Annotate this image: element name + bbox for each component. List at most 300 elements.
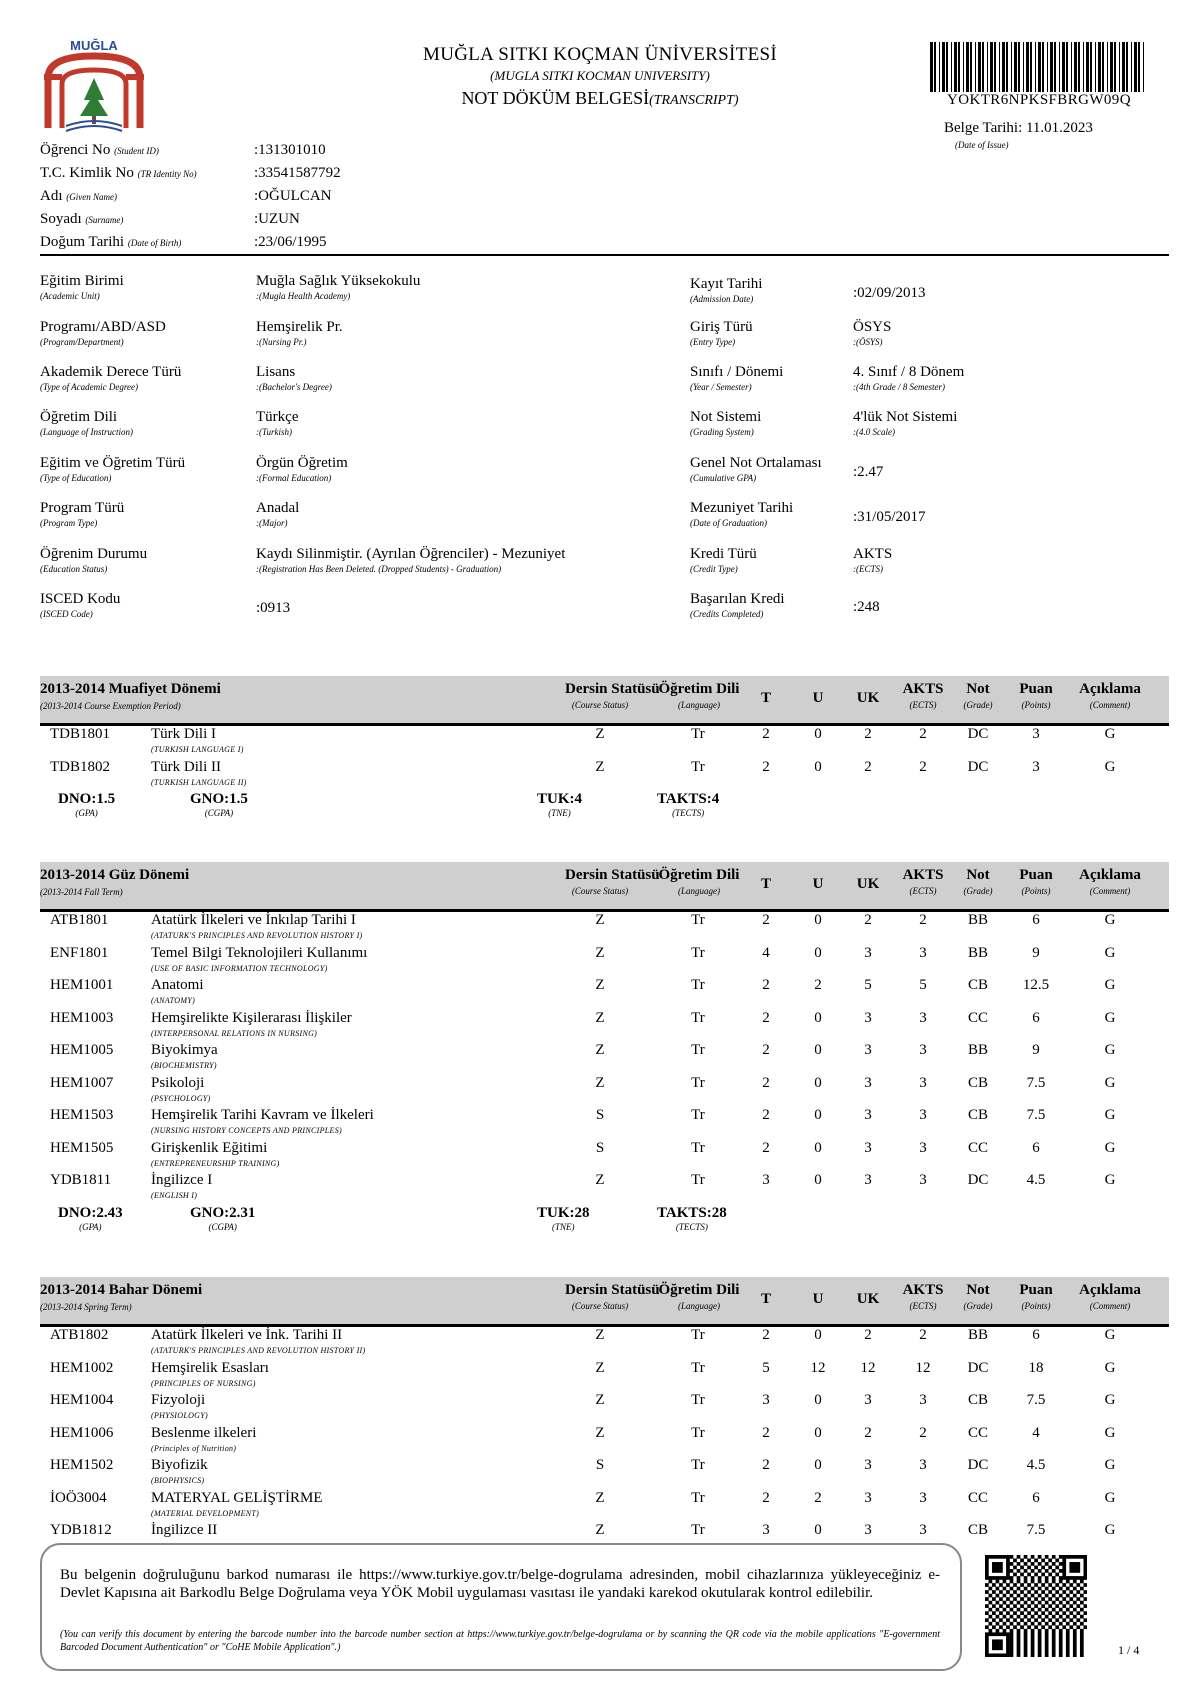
barcode — [928, 42, 1150, 92]
course-lang: Tr — [691, 726, 705, 742]
course-name: Biyofizik — [151, 1457, 208, 1473]
course-name-en: (ANATOMY) — [151, 996, 196, 1005]
course-code: YDB1812 — [50, 1522, 112, 1538]
university-name-en: (MUGLA SITKI KOCMAN UNIVERSITY) — [490, 68, 710, 83]
logo-text: MUĞLA — [70, 38, 118, 53]
term-summary — [40, 1205, 1169, 1245]
course-uk: 3 — [864, 1042, 872, 1058]
education-status-value: Kaydı Silinmiştir. (Ayrılan Öğrenciler) - Mezuniyet :(Registration Has Been Deleted. (Dropped Students) - Graduation) — [256, 546, 566, 574]
course-grade: DC — [967, 758, 989, 775]
term-name-en: (2013-2014 Course Exemption Period) — [40, 701, 181, 711]
course-status: Z — [595, 1327, 605, 1343]
course-lang: Tr — [691, 1074, 705, 1091]
course-points: 6 — [1032, 1327, 1040, 1343]
course-row — [40, 945, 1169, 978]
course-lang: Tr — [691, 912, 705, 928]
credit-type-label: Kredi Türü (Credit Type) — [690, 546, 757, 574]
course-name-en: (TURKISH LANGUAGE II) — [151, 777, 247, 787]
course-status: Z — [595, 1042, 605, 1058]
course-points: 9 — [1032, 1042, 1040, 1058]
course-row — [40, 912, 1169, 945]
col-grade: Not (Grade) — [963, 681, 993, 710]
term-summary — [40, 791, 1169, 831]
course-name-en: (MATERIAL DEVELOPMENT) — [151, 1508, 260, 1518]
course-uk: 3 — [864, 944, 872, 961]
course-code: HEM1004 — [50, 1392, 114, 1408]
course-uk: 3 — [864, 1139, 872, 1156]
course-t: 2 — [762, 1107, 770, 1123]
cgpa-value: :2.47 — [853, 464, 884, 480]
col-u: U — [812, 1291, 824, 1307]
admission-date-value: :02/09/2013 — [853, 285, 926, 301]
course-lang: Tr — [691, 1042, 705, 1058]
program-type-value: Anadal :(Major) — [256, 500, 300, 528]
course-comment: G — [1104, 1327, 1116, 1343]
course-row — [40, 1490, 1169, 1523]
course-grade: CB — [967, 1392, 988, 1408]
course-grade: CC — [967, 1424, 988, 1441]
course-akts: 3 — [919, 1392, 927, 1408]
course-comment: G — [1104, 1489, 1116, 1506]
course-name-en: (PRINCIPLES OF NURSING) — [151, 1378, 256, 1388]
course-points: 6 — [1032, 1009, 1040, 1026]
course-points: 7.5 — [1026, 1392, 1046, 1408]
course-akts: 3 — [919, 1074, 927, 1091]
course-row — [40, 1425, 1169, 1458]
course-grade: CC — [967, 1009, 988, 1026]
program-type-label: Program Türü (Program Type) — [40, 500, 125, 528]
course-name: Anatomi — [151, 977, 204, 993]
course-grade: CB — [967, 1522, 988, 1538]
course-lang: Tr — [691, 758, 705, 775]
course-status: Z — [595, 1359, 605, 1376]
term-name: 2013-2014 Muafiyet Dönemi — [40, 681, 221, 697]
course-t: 2 — [762, 1489, 770, 1506]
term-section — [40, 1277, 1169, 1555]
course-u: 0 — [814, 1522, 822, 1538]
course-status: Z — [595, 1074, 605, 1091]
course-row — [40, 977, 1169, 1010]
course-points: 6 — [1032, 1139, 1040, 1156]
course-uk: 2 — [864, 758, 872, 775]
course-code: ENF1801 — [50, 944, 109, 961]
graduation-date-value: :31/05/2017 — [853, 509, 926, 525]
course-grade: DC — [967, 1359, 989, 1376]
course-name: Fizyoloji — [151, 1392, 206, 1408]
course-name-en: (USE OF BASIC INFORMATION TECHNOLOGY) — [151, 963, 328, 973]
course-akts: 3 — [919, 1107, 927, 1123]
course-u: 0 — [814, 1139, 822, 1156]
course-akts: 3 — [919, 944, 927, 961]
course-u: 0 — [814, 944, 822, 961]
col-uk: UK — [856, 1291, 880, 1307]
term-gpa: DNO:2.43 (GPA) — [58, 1204, 123, 1232]
course-code: YDB1811 — [50, 1172, 112, 1188]
course-uk: 5 — [864, 977, 872, 993]
course-lang: Tr — [691, 977, 705, 993]
course-row — [40, 1360, 1169, 1393]
program-value: Hemşirelik Pr. :(Nursing Pr.) — [256, 319, 343, 347]
credit-type-value: AKTS :(ECTS) — [853, 546, 893, 574]
course-comment: G — [1104, 1107, 1116, 1123]
course-status: S — [595, 1457, 605, 1473]
qr-code[interactable] — [985, 1555, 1087, 1657]
course-name-en: (PHYSIOLOGY) — [151, 1411, 208, 1420]
course-u: 0 — [814, 1074, 822, 1091]
term-header — [40, 1277, 1169, 1327]
title-block — [380, 44, 820, 109]
instruction-language-label: Öğretim Dili (Language of Instruction) — [40, 409, 133, 437]
course-grade: CB — [967, 1074, 988, 1091]
isced-code-label: ISCED Kodu (ISCED Code) — [40, 591, 121, 619]
education-type-value: Örgün Öğretim :(Formal Education) — [256, 455, 348, 483]
course-uk: 3 — [864, 1172, 872, 1188]
course-name: Hemşirelik Tarihi Kavram ve İlkeleri — [151, 1107, 374, 1123]
course-comment: G — [1104, 912, 1116, 928]
course-lang: Tr — [691, 1172, 705, 1188]
grading-system-value: 4'lük Not Sistemi :(4.0 Scale) — [853, 409, 958, 437]
col-grade: Not (Grade) — [963, 1282, 993, 1311]
course-t: 2 — [762, 1042, 770, 1058]
course-lang: Tr — [691, 1139, 705, 1156]
course-comment: G — [1104, 758, 1116, 775]
course-row — [40, 1172, 1169, 1205]
course-points: 6 — [1032, 912, 1040, 928]
course-t: 2 — [762, 758, 770, 775]
course-u: 0 — [814, 726, 822, 742]
course-comment: G — [1104, 1392, 1116, 1408]
course-name: MATERYAL GELİŞTİRME — [151, 1489, 323, 1506]
admission-date-label: Kayıt Tarihi (Admission Date) — [690, 276, 763, 304]
course-comment: G — [1104, 1042, 1116, 1058]
term-tne: TUK:4 (TNE) — [537, 791, 582, 818]
course-akts: 3 — [919, 1042, 927, 1058]
term-cgpa: GNO:1.5 (CGPA) — [190, 791, 248, 818]
course-u: 0 — [814, 912, 822, 928]
course-points: 4 — [1032, 1424, 1040, 1441]
instruction-language-value: Türkçe :(Turkish) — [256, 409, 299, 437]
col-points: Puan (Points) — [1019, 1282, 1053, 1311]
course-row — [40, 1140, 1169, 1173]
course-name-en: (BIOPHYSICS) — [151, 1476, 205, 1485]
course-lang: Tr — [691, 1457, 705, 1473]
col-t: T — [760, 690, 771, 706]
course-comment: G — [1104, 1522, 1116, 1538]
university-logo — [40, 38, 148, 138]
col-t: T — [760, 876, 771, 892]
program-label: Programı/ABD/ASD (Program/Department) — [40, 319, 166, 347]
course-lang: Tr — [691, 1489, 705, 1506]
col-status: Dersin Statüsü (Course Status) — [565, 867, 660, 896]
course-t: 3 — [762, 1522, 770, 1538]
course-akts: 2 — [919, 1424, 927, 1441]
course-uk: 2 — [864, 1327, 872, 1343]
course-code: HEM1005 — [50, 1042, 114, 1058]
course-akts: 3 — [919, 1489, 927, 1506]
course-points: 4.5 — [1026, 1172, 1046, 1188]
course-u: 2 — [814, 1489, 822, 1506]
course-row — [40, 759, 1169, 792]
academic-unit-value: Muğla Sağlık Yüksekokulu :(Mugla Health Academy) — [256, 273, 421, 301]
course-u: 0 — [814, 1042, 822, 1058]
course-t: 3 — [762, 1392, 770, 1408]
course-akts: 3 — [919, 1457, 927, 1473]
course-status: S — [595, 1107, 605, 1123]
course-status: Z — [595, 1172, 605, 1188]
academic-unit-label: Eğitim Birimi (Academic Unit) — [40, 273, 124, 301]
course-comment: G — [1104, 1009, 1116, 1026]
course-name: Psikoloji — [151, 1074, 205, 1091]
col-points: Puan (Points) — [1019, 867, 1053, 896]
course-uk: 2 — [864, 1424, 872, 1441]
course-uk: 2 — [864, 912, 872, 928]
course-status: S — [595, 1139, 605, 1156]
course-t: 2 — [762, 912, 770, 928]
course-code: ATB1802 — [50, 1327, 109, 1343]
course-name: İngilizce II — [151, 1522, 218, 1538]
graduation-date-label: Mezuniyet Tarihi (Date of Graduation) — [690, 500, 794, 528]
term-header — [40, 676, 1169, 726]
course-row — [40, 1392, 1169, 1425]
education-status-label: Öğrenim Durumu (Education Status) — [40, 546, 148, 574]
col-language: Öğretim Dili (Language) — [658, 681, 740, 710]
col-u: U — [812, 690, 824, 706]
issue-date-en: (Date of Issue) — [955, 140, 1009, 150]
course-comment: G — [1104, 1074, 1116, 1091]
course-akts: 3 — [919, 1009, 927, 1026]
course-status: Z — [595, 726, 605, 742]
course-points: 18 — [1028, 1359, 1044, 1376]
barcode-number: YOKTR6NPKSFBRGW09Q — [947, 92, 1131, 108]
course-points: 3 — [1032, 726, 1040, 742]
course-lang: Tr — [691, 1522, 705, 1538]
course-uk: 3 — [864, 1489, 872, 1506]
course-points: 4.5 — [1026, 1457, 1046, 1473]
course-t: 2 — [762, 977, 770, 993]
col-uk: UK — [856, 690, 880, 706]
course-lang: Tr — [691, 1009, 705, 1026]
course-t: 2 — [762, 1139, 770, 1156]
course-uk: 3 — [864, 1009, 872, 1026]
course-grade: BB — [967, 1327, 988, 1343]
term-tne: TUK:28 (TNE) — [537, 1204, 590, 1232]
course-lang: Tr — [691, 1392, 705, 1408]
col-comment: Açıklama (Comment) — [1079, 681, 1141, 710]
degree-type-label: Akademik Derece Türü (Type of Academic Degree) — [40, 364, 182, 392]
course-u: 0 — [814, 1392, 822, 1408]
course-points: 7.5 — [1026, 1522, 1046, 1538]
year-semester-value: 4. Sınıf / 8 Dönem :(4th Grade / 8 Semester) — [853, 364, 965, 392]
course-t: 5 — [762, 1359, 770, 1376]
grading-system-label: Not Sistemi (Grading System) — [690, 409, 762, 437]
course-status: Z — [595, 912, 605, 928]
col-language: Öğretim Dili (Language) — [658, 867, 740, 896]
course-comment: G — [1104, 1457, 1116, 1473]
course-grade: DC — [967, 1172, 989, 1188]
course-row — [40, 1042, 1169, 1075]
course-code: HEM1002 — [50, 1359, 114, 1376]
course-code: ATB1801 — [50, 912, 109, 928]
course-akts: 2 — [919, 1327, 927, 1343]
course-name-en: (NURSING HISTORY CONCEPTS AND PRINCIPLES) — [151, 1126, 342, 1135]
header-divider — [40, 254, 1169, 256]
course-points: 3 — [1032, 758, 1040, 775]
course-code: İOÖ3004 — [50, 1489, 107, 1506]
course-row — [40, 1107, 1169, 1140]
course-akts: 5 — [919, 977, 927, 993]
col-uk: UK — [856, 876, 880, 892]
course-u: 2 — [814, 977, 822, 993]
course-status: Z — [595, 1522, 605, 1538]
course-comment: G — [1104, 1139, 1116, 1156]
course-code: HEM1502 — [50, 1457, 114, 1473]
course-u: 0 — [814, 1107, 822, 1123]
course-points: 12.5 — [1022, 977, 1050, 993]
course-uk: 3 — [864, 1457, 872, 1473]
course-grade: BB — [967, 944, 988, 961]
col-akts: AKTS (ECTS) — [902, 1282, 944, 1311]
course-status: Z — [595, 1392, 605, 1408]
course-uk: 12 — [860, 1359, 876, 1376]
course-name: Türk Dili I — [151, 726, 216, 742]
course-row — [40, 1457, 1169, 1490]
verification-text: Bu belgenin doğruluğunu barkod numarası ile https://www.turkiye.gov.tr/belge-dogrulama adresinden, mobil cihazlarınıza yükleyeceğiniz e-Devlet Kapısına ait Barkodlu Belge Doğrulama veya YÖK Mobil uygulaması vasıtası ile yandaki karekod okutularak kontrol edilebilir. — [60, 1567, 940, 1601]
course-uk: 3 — [864, 1392, 872, 1408]
course-t: 2 — [762, 1327, 770, 1343]
page-number: 1 / 4 — [1118, 1643, 1140, 1657]
course-row — [40, 1327, 1169, 1360]
year-semester-label: Sınıfı / Dönemi (Year / Semester) — [690, 364, 784, 392]
course-points: 7.5 — [1026, 1074, 1046, 1091]
course-comment: G — [1104, 1359, 1116, 1376]
course-u: 12 — [810, 1359, 826, 1376]
term-name: 2013-2014 Güz Dönemi — [40, 867, 190, 883]
course-t: 2 — [762, 1424, 770, 1441]
course-points: 6 — [1032, 1489, 1040, 1506]
credits-completed-value: :248 — [853, 599, 880, 615]
course-name-en: (TURKISH LANGUAGE I) — [151, 745, 244, 754]
course-t: 2 — [762, 1009, 770, 1026]
col-u: U — [812, 876, 824, 892]
entry-type-value: ÖSYS :(ÖSYS) — [853, 319, 892, 347]
course-lang: Tr — [691, 944, 705, 961]
course-akts: 3 — [919, 1172, 927, 1188]
term-name-en: (2013-2014 Spring Term) — [40, 1302, 132, 1312]
course-status: Z — [595, 758, 605, 775]
course-t: 2 — [762, 1457, 770, 1473]
course-t: 2 — [762, 1074, 770, 1091]
course-name-en: (PSYCHOLOGY) — [151, 1093, 211, 1103]
course-name: Beslenme ilkeleri — [151, 1424, 257, 1441]
term-header — [40, 862, 1169, 912]
course-code: TDB1802 — [50, 758, 110, 775]
col-comment: Açıklama (Comment) — [1079, 1282, 1141, 1311]
course-grade: CB — [967, 1107, 988, 1123]
course-grade: DC — [967, 726, 989, 742]
course-points: 7.5 — [1026, 1107, 1046, 1123]
term-section — [40, 862, 1169, 1245]
course-uk: 2 — [864, 726, 872, 742]
credits-completed-label: Başarılan Kredi (Credits Completed) — [690, 591, 785, 619]
col-t: T — [760, 1291, 771, 1307]
course-u: 0 — [814, 1424, 822, 1441]
course-name: Hemşirelikte Kişilerarası İlişkiler — [151, 1009, 352, 1026]
course-uk: 3 — [864, 1522, 872, 1538]
course-grade: BB — [967, 1042, 988, 1058]
course-name-en: (INTERPERSONAL RELATIONS IN NURSING) — [151, 1028, 318, 1038]
course-lang: Tr — [691, 1327, 705, 1343]
course-name: Türk Dili II — [151, 758, 221, 775]
course-grade: DC — [967, 1457, 989, 1473]
course-name-en: (Principles of Nutrition) — [151, 1443, 237, 1453]
degree-type-value: Lisans :(Bachelor's Degree) — [256, 364, 332, 392]
course-akts: 3 — [919, 1139, 927, 1156]
course-lang: Tr — [691, 1359, 705, 1376]
course-name: Hemşirelik Esasları — [151, 1359, 269, 1376]
course-grade: CC — [967, 1139, 988, 1156]
course-u: 0 — [814, 1172, 822, 1188]
col-akts: AKTS (ECTS) — [902, 867, 944, 896]
university-name: MUĞLA SITKI KOÇMAN ÜNİVERSİTESİ — [423, 44, 777, 65]
course-t: 2 — [762, 726, 770, 742]
course-name: Temel Bilgi Teknolojileri Kullanımı — [151, 944, 368, 961]
course-uk: 3 — [864, 1107, 872, 1123]
term-name-en: (2013-2014 Fall Term) — [40, 887, 123, 897]
course-comment: G — [1104, 1424, 1116, 1441]
cgpa-label: Genel Not Ortalaması (Cumulative GPA) — [690, 455, 822, 483]
course-u: 0 — [814, 1009, 822, 1026]
course-t: 3 — [762, 1172, 770, 1188]
course-status: Z — [595, 1009, 605, 1026]
course-uk: 3 — [864, 1074, 872, 1091]
course-akts: 3 — [919, 1522, 927, 1538]
col-points: Puan (Points) — [1019, 681, 1053, 710]
course-points: 9 — [1032, 944, 1040, 961]
course-code: TDB1801 — [50, 726, 110, 742]
course-name-en: (ATATURK'S PRINCIPLES AND REVOLUTION HISTORY II) — [151, 1346, 366, 1355]
course-grade: CB — [967, 977, 988, 993]
col-akts: AKTS (ECTS) — [902, 681, 944, 710]
col-status: Dersin Statüsü (Course Status) — [565, 1282, 660, 1311]
course-status: Z — [595, 1489, 605, 1506]
course-code: HEM1007 — [50, 1074, 114, 1091]
issue-date: Belge Tarihi: 11.01.2023 — [944, 120, 1093, 136]
course-comment: G — [1104, 944, 1116, 961]
course-comment: G — [1104, 977, 1116, 993]
course-row — [40, 1010, 1169, 1043]
term-tects: TAKTS:28 (TECTS) — [657, 1204, 727, 1232]
course-name: Girişkenlik Eğitimi — [151, 1139, 268, 1156]
entry-type-label: Giriş Türü (Entry Type) — [690, 319, 753, 347]
course-name: İngilizce I — [151, 1172, 213, 1188]
course-akts: 2 — [919, 758, 927, 775]
document-title: NOT DÖKÜM BELGESİ(TRANSCRIPT) — [461, 88, 739, 108]
course-name: Atatürk İlkeleri ve İnkılap Tarihi I — [151, 912, 356, 928]
course-akts: 12 — [915, 1359, 931, 1376]
course-name-en: (ENTREPRENEURSHIP TRAINING) — [151, 1158, 280, 1168]
course-lang: Tr — [691, 1107, 705, 1123]
course-status: Z — [595, 1424, 605, 1441]
term-name: 2013-2014 Bahar Dönemi — [40, 1282, 203, 1298]
term-section — [40, 676, 1169, 831]
course-comment: G — [1104, 1172, 1116, 1188]
verification-text-en: (You can verify this document by entering the barcode number into the barcode number section at https://www.turkiye.gov.tr/belge-dogrulama or by scanning the QR code via the mobile applications "E-government Barcoded Document Authentication" or "CoHE Mobile Application".) — [60, 1629, 940, 1653]
course-grade: BB — [967, 912, 988, 928]
course-row — [40, 726, 1169, 759]
col-comment: Açıklama (Comment) — [1079, 867, 1141, 896]
course-name-en: (ENGLISH I) — [151, 1191, 198, 1200]
term-gpa: DNO:1.5 (GPA) — [58, 791, 116, 818]
